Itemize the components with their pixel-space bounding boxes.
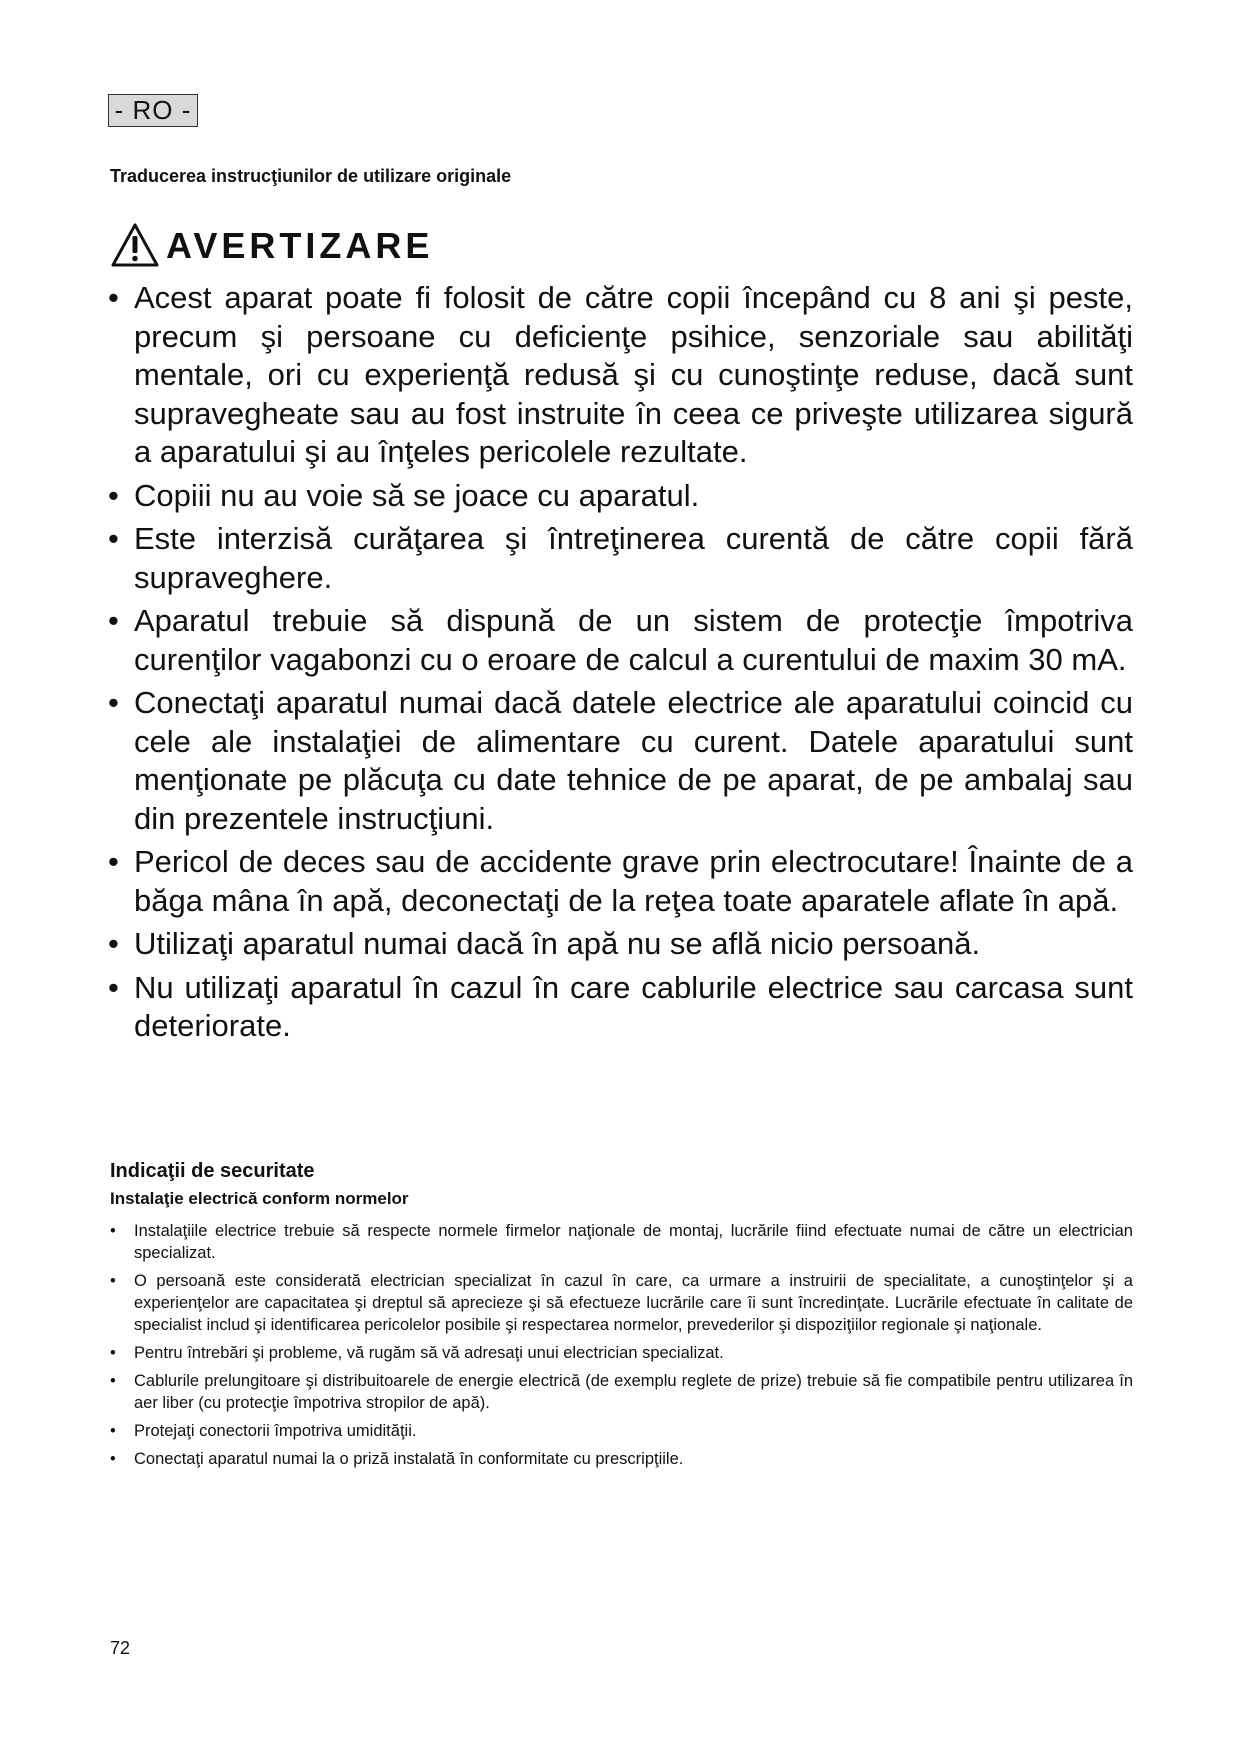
safety-item (108, 1370, 1133, 1414)
safety-item (108, 1448, 1133, 1470)
document-subtitle: Traducerea instrucţiunilor de utilizare originale (110, 166, 512, 186)
bullet-icon: • (108, 844, 119, 879)
bullet-icon: • (110, 1344, 116, 1362)
page-number: 72 (110, 1638, 131, 1658)
safety-item-text: O persoană este considerată electrician specializat în cazul în care, ca urmare a instruirii de specialitate, a cunoştinţelor şi a experienţelor are capacitatea şi dreptul să aprecieze şi să efectueze lucrările care îi sunt încredinţate. Lucrările efectuate în calitate de specialist includ şi identificarea pericolelor posibile şi respectarea normelor, prevederilor şi dispoziţiilor regionale şi naţionale. (134, 1272, 1133, 1334)
bullet-icon: • (108, 477, 119, 513)
safety-item-text: Conectaţi aparatul numai la o priză instalată în conformitate cu prescripţiile. (134, 1450, 684, 1468)
language-tag: - RO - (108, 94, 198, 127)
warning-item (108, 843, 1133, 920)
warning-item-text: Acest aparat poate fi folosit de către copii începând cu 8 ani şi peste, precum şi persoane cu deficienţe psihice, senzoriale sau abilităţi mentale, ori cu experienţă redusă şi cu cunoştinţe reduse, dacă sunt supravegheate sau au fost instruite în ceea ce priveşte utilizarea sigură a aparatului şi au înţeles pericolele rezultate. (134, 280, 1133, 469)
warning-item-text: Nu utilizaţi aparatul în cazul în care cablurile electrice sau carcasa sunt deteriorate. (134, 969, 1133, 1043)
safety-item (108, 1342, 1133, 1364)
warning-item-text: Pericol de deces sau de accidente grave prin electrocutare! Înainte de a băga mâna în apă, deconectaţi de la reţea toate aparatele aflate în apă. (134, 844, 1133, 918)
safety-item-text: Protejaţi conectorii împotriva umidităţii. (134, 1422, 417, 1440)
warning-item-text: Conectaţi aparatul numai dacă datele electrice ale aparatului coincid cu cele ale instalaţiei de alimentare cu curent. Datele aparatului sunt menţionate pe plăcuţa cu date tehnice de pe aparat, de pe ambalaj sau din prezentele instrucţiuni. (134, 685, 1133, 836)
bullet-icon: • (108, 685, 119, 720)
safety-item (108, 1420, 1133, 1442)
warning-item-text: Este interzisă curăţarea şi întreţinerea curentă de către copii fără supraveghere. (134, 521, 1133, 595)
warning-item (108, 520, 1133, 597)
warning-item-text: Aparatul trebuie să dispună de un sistem de protecţie împotriva curenţilor vagabonzi cu o eroare de calcul a curentului de maxim 30 mA. (134, 603, 1133, 677)
bullet-icon: • (110, 1272, 116, 1290)
warning-item (108, 969, 1133, 1046)
bullet-icon: • (108, 521, 119, 556)
warning-title: AVERTIZARE (166, 225, 434, 266)
warning-heading (110, 212, 433, 268)
bullet-icon: • (108, 603, 119, 638)
safety-item-text: Pentru întrebări şi probleme, vă rugăm să vă adresaţi unui electrician specializat. (134, 1344, 724, 1362)
bullet-icon: • (110, 1222, 116, 1240)
warning-item (108, 477, 1133, 516)
bullet-icon: • (108, 280, 119, 315)
warning-item (108, 602, 1133, 679)
warning-item (108, 684, 1133, 838)
warning-item-text: Utilizaţi aparatul numai dacă în apă nu se află nicio persoană. (134, 926, 981, 961)
warning-list (108, 279, 1133, 1051)
bullet-icon: • (108, 926, 119, 961)
safety-list (108, 1220, 1133, 1476)
safety-item (108, 1270, 1133, 1336)
safety-heading: Indicaţii de securitate (110, 1160, 315, 1182)
bullet-icon: • (108, 969, 119, 1005)
warning-item (108, 925, 1133, 964)
warning-item (108, 279, 1133, 472)
bullet-icon: • (110, 1372, 116, 1390)
bullet-icon: • (110, 1450, 116, 1468)
safety-item-text: Instalaţiile electrice trebuie să respecte normele firmelor naţionale de montaj, lucrările fiind efectuate numai de către un electrician specializat. (134, 1222, 1133, 1262)
safety-subheading: Instalaţie electrică conform normelor (110, 1189, 409, 1208)
bullet-icon: • (110, 1422, 116, 1440)
safety-item (108, 1220, 1133, 1264)
safety-item-text: Cablurile prelungitoare şi distribuitoarele de energie electrică (de exemplu reglete de prize) trebuie să fie compatibile pentru utilizarea în aer liber (cu protecţie împotriva stropilor de apă). (134, 1372, 1133, 1412)
warning-item-text: Copiii nu au voie să se joace cu aparatul. (134, 477, 700, 513)
warning-triangle-icon (110, 222, 160, 268)
